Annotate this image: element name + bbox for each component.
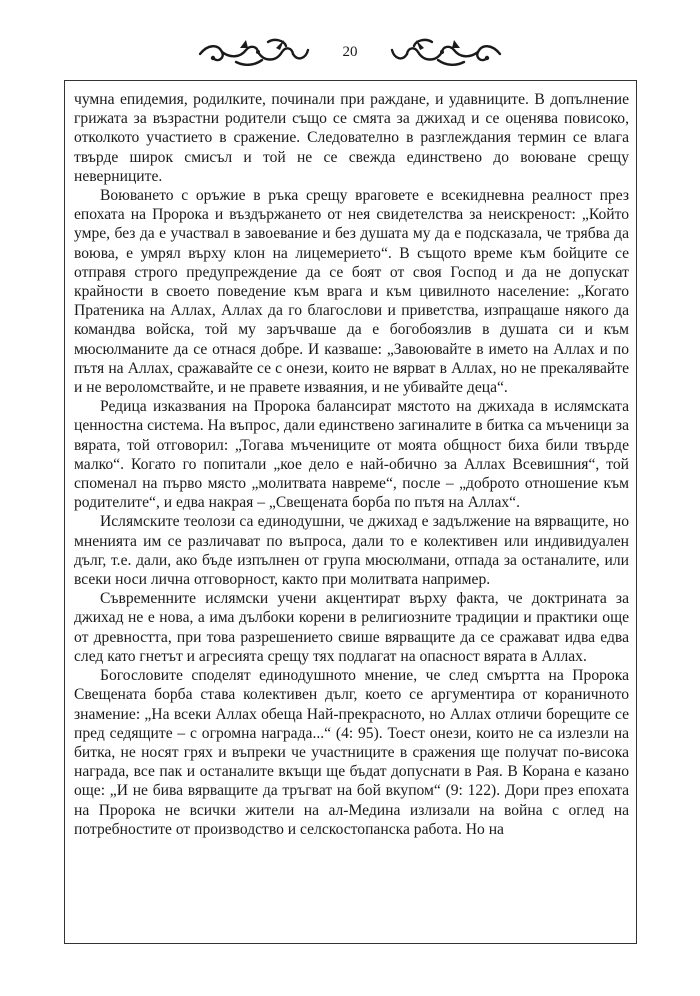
page-number: 20 [342, 44, 358, 60]
paragraph: Ислямските теолози са единодушни, че джихад е задължение на вярващите, но мненията им се различават по въпроса, дали то е колективен или индивидуален дълг, т.е. дали, ако бъде изпълнен от група мюсюлмани, отпада за останалите, или всеки носи лична отговорност, както при молитвата например. [74, 513, 629, 589]
left-ornament-icon [196, 36, 311, 70]
paragraph: Воюването с оръжие в ръка срещу враговете е всекидневна реалност през епохата на Пророка и въздържането от нея свидетелства за неискреност: „Който умре, без да е участвал в завоевание и без душата му да е подсказала, че трябва да воюва, е умрял върху клон на лицемерието“. В същото време към бойците се отправя строго предупреждение да се боят от своя Господ и да не допускат крайности в своето поведение към врага и към цивилното население: „Когато Пратеника на Аллах, Аллах да го благослови и приветства, изпращаше някого да командва войска, той му заръчваше да е богобоязлив в душата си и към мюсюлманите да се отнася добре. И казваше: „Завоювайте в името на Аллах и по пътя на Аллах, сражавайте се с онези, които не вярват в Аллах, но не прекалявайте и не вероломствайте, и не правете изваяния, и не убивайте деца“. [74, 187, 629, 397]
right-ornament-icon [389, 36, 504, 70]
paragraph: Съвременните ислямски учени акцентират върху факта, че доктрината за джихад не е нова, а има дълбоки корени в религиозните традиции и практики още от древността, при това разрешението свише вярващите да се сражават идва едва след като гнетът и агресията срещу тях подлагат на опасност вярата в Аллах. [74, 590, 629, 665]
paragraph: чумна епидемия, родилките, починали при раждане, и удавниците. В допълнение грижата за възрастни родители също се смята за джихад и се оценява повисоко, отколкото участието в сражение. Следователно в разглеждания термин се влага твърде широк смисъл и той не се свежда единствено до воюване срещу неверниците. [74, 91, 629, 185]
paragraph: Редица изказвания на Пророка балансират мястото на джихада в ислямската ценностна система. На въпрос, дали единствено загиналите в битка са мъченици за вярата, той отговорил: „Тогава мъчениците от моята общност биха били твърде малко“. Когато го попитали „кое дело е най-обично за Аллах Всевишния“, той споменал на първо място „молитвата навреме“, после – „доброто отношение към родителите“, и едва накрая – „Свещената борба по пътя на Аллах“. [74, 398, 629, 512]
paragraph: Богословите споделят единодушното мнение, че след смъртта на Пророка Свещената борба става колективен дълг, което се аргументира от кораничното знамение: „На всеки Аллах обеща Най-прекрасното, но Аллах отличи борещите се пред седящите – с огромна награда...“ (4: 95). Тоест онези, които не са излезли на битка, не носят грях и въпреки че участниците в сражения ще получат по-висока награда, все пак и останалите вкъщи ще бъдат допуснати в Рая. В Корана е казано още: „И не бива вярващите да тръгват на бой вкупом“ (9: 122). Дори през епохата на Пророка не всички жители на ал-Медина излизали на война с оглед на потребностите от производство и селскостопанска работа. Но на [74, 667, 629, 838]
page-header [0, 36, 700, 72]
body-text [74, 90, 629, 839]
